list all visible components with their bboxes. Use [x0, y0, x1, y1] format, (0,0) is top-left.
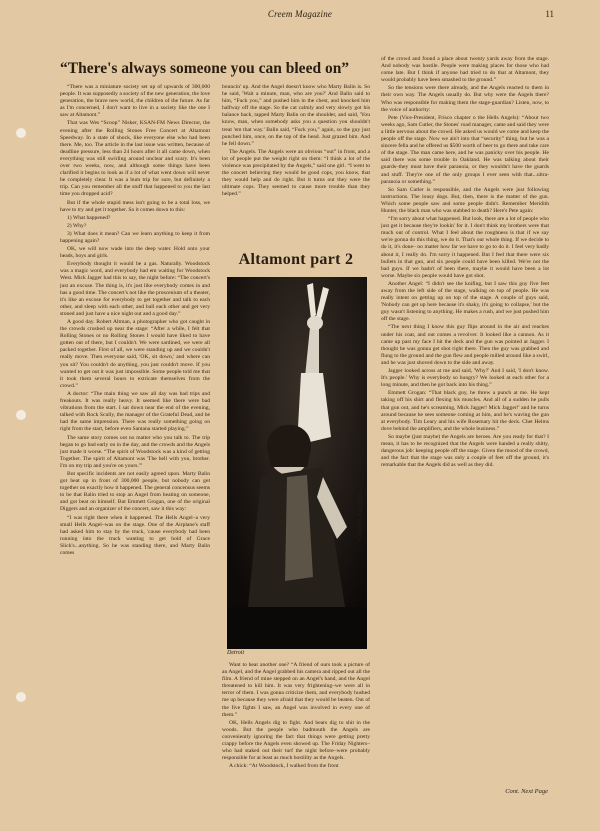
- column-2-top: [222, 84, 370, 252]
- paragraph: So maybe (just maybe) the Angels are heroes. Are you ready for that? I mean, it has to be recognized that the Angels were handed a really shitty, dangerous job: keeping people off the stage. Given the mood of the crowd, and the fact that the stage was only a couple of feet off the ground, it's remarkable that the Angels did as well as they did.: [381, 433, 549, 469]
- paragraph: OK, Hells Angels dig to fight. And bears dig to shit in the woods. But the people who badmouth the Angels are conveniently ignoring the fact that things were getting pretty crappy before the Angels even showed up. The Friday Nighters–who had staked out their turf the night before–were probably responsible for at least as much hostility as the Angels.: [222, 719, 370, 762]
- paragraph: But if the whole stupid mess isn't going to be a total loss, we have to try and get it together. So it comes down to this:: [60, 199, 210, 213]
- page-number: 11: [545, 9, 554, 19]
- list-item: 1) What happened?: [67, 214, 111, 221]
- paragraph: OK, we will now wade into the deep water. Hold onto your heads, boys and girls.: [60, 246, 210, 260]
- paragraph: bouncin' up. And the Angel doesn't know who Marty Balin is. So he said, 'Wait a minute, man, who are you?' And Balin said to him, “Fuck you,” and pushed him in the chest, and knocked him halfway off the stage. So the cat calmly and very slowly got his balance back, tapped Marty Balin on the shoulder, and said, 'You know, man, when somebody asks you a question you shouldn't treat 'em that way.' Balin said, “Fuck you,” again, so the guy just punched him, once, on the top of the head. Just grazed him. And he fell down.”: [222, 84, 370, 147]
- concert-photo: [227, 277, 367, 649]
- article-subhead: Altamont part 2: [238, 251, 354, 268]
- paragraph: of the crowd and found a place about twenty yards away from the stage. And nobody was hostile. People were making places for those who had come late. But I think if anyone had tried to do that at Altamont, they would probably have been smashed to the ground.”: [381, 56, 549, 84]
- photo-credit: Charles Auringer: [356, 491, 364, 540]
- list-item: 3) What does it mean? Can we learn anything to keep it from happening again?: [60, 230, 210, 244]
- paragraph: “I was right there when it happened. The Hells Angel–a very small Hells Angel–was on the stage. One of the Airplane's staff had asked him to stay by the truck, 'cause everybody had been running into the truck wanting to get hold of Grace Slick's...anything. So he was standing there, and Marty Balin comes: [60, 514, 210, 556]
- paragraph: “There was a miniature society set up of upwards of 300,000 people. It was supposedly a society of the new generation, the love generation, the brave new world, the children of the future. As far as I'm concerned, I don't want to live in a society like the one I saw at Altamont.”: [60, 84, 210, 119]
- paragraph: A chick: “At Woodstock, I walked from the front: [229, 763, 339, 770]
- punch-hole: [16, 128, 26, 138]
- paragraph: Emmett Grogan: “That black guy, he threw a punch at me. He kept taking off his shirt and flexing his muscles. And all of a sudden he pulls that gun out, and he's screaming, Mick Jagger! Mick Jagger!' and he turns around because he sees someone coming at him, and he's waving the gun at everybody. Tim Leary and his wife Rosemary hit the deck. Chet Helms dove behind the amplifiers, and the whole business.”: [381, 390, 549, 432]
- performer-illustration: [227, 277, 367, 649]
- paragraph: “I'm sorry about what happened. But look, there are a lot of people who just get it because they're lookin' for it. I don't think my brothers were that much out of control. What I feel about the roughness is that if we say we're gonna do this thing, we do it. That's our whole thing. If we decide to do it, it's done– no matter how far we have to go to do it. I feel very badly about it, I really do. I'm sorry it happened. But I feel that there were six bullets in that gun, and six people could have been killed. We're not the bad guys. If we hadn't of been there, maybe it would have been a lot worse. Maybe six people would have got shot.: [381, 216, 549, 279]
- paragraph: Want to hear another one? “A friend of ours took a picture of an Angel, and the Angel grabbed his camera and ripped out all the film. A friend of mine stepped on an Angel's hand, and the Angel threatened to kill him. It was very frightening–we were all in terror of them. I was gonna criticize them, and everybody hushed me up because they were afraid that they would be beaten. Out of the five fights I saw, an Angel was involved in every one of them.”: [222, 662, 370, 718]
- running-head: Creem Magazine: [267, 9, 333, 19]
- paragraph: The same story comes out no matter who you talk to. The trip began to go bad early on in the day, and the crowds and the Angels just made it worse. “The spirit of Woodstock was a kind of getting Together. The spirit of Altamont was 'The hell with you, brother. I'm on my trip and you're on yours.'”: [60, 434, 210, 469]
- paragraph: Everybody thought it would be a gas. Naturally. Woodstock was a magic word, and everybody had em waiting for Woodstock West. Mick Jagger had this to say, the night before: “The concert's just an excuse. The thing is, it's just like everybody comes in and has a good time. The concert's not like the proscenium of a theater, it's like an excuse for everybody to get together and talk to each other, and sleep with each other, and ball each other and get very stoned and just have a nice night out and a good day.”: [60, 261, 210, 317]
- article-headline: “There's always someone you can bleed on”: [60, 60, 350, 77]
- continued-next-page[interactable]: Cont. Next Page: [505, 788, 548, 795]
- column-2-bottom: [222, 662, 370, 804]
- column-3: [381, 56, 549, 786]
- paragraph: A good day. Robert Altman, a photographer who got caught in the crowds crushed up near the stage: “After a while, I felt that Rolling Stones or no Rolling Stones I would have liked to have gotten out of there, but I couldn't. We were sardined, we were all packed together. First of all, we were standing up and we couldn't really move. Then everyone said, 'OK, sit down,' and where can you sit? You couldn't do anything, you just couldn't move. If you wanted to get out it was just impossible. Some people told me that it took them several hours to extricate themselves from the crowd.”: [60, 319, 210, 389]
- paragraph: Pete (Vice-President, Frisco chapter o the Hells Angels): “About two weeks ago, Sam Cutler, the Stones' road manager, came and said they were a little nervous about the crowd. He asked us would we come and keep the people off the stage. Now we ain't into that “security” thing, but he was a sincere fella and he offered us $500 worth of beer to go there and take care of the stage. The man came here, and he was panicky over his people. He said there was some trouble in Oakland. He was talking about their guards–they must have their paranoia, or they wouldn't have the guards and stuff. They're one of the only groups I ever seen with that...ultra- paranoia or something.”: [381, 114, 549, 185]
- paragraph: So the tensions were there already, and the Angels reacted to them in their own way. The Angels usually do. But why were the Angels there? Who was responsible for making them the stage-guardian? Listen, now, to the voice of authority:: [381, 85, 549, 113]
- photo-caption: Detroit: [227, 650, 245, 656]
- paragraph: Another Angel: “I didn't see the knifing, but I saw this guy five feet away from the left side of the stage, walking on top of people. He was really intent on getting up on top of the stage. A couple of guys said, 'Nobody can get up here because it's shaky, it's going to collapse,' but the guy wasn't listening to anything. He makes a rush, and we just pushed him off the stage.: [381, 280, 549, 323]
- list-item: 2) Why?: [67, 222, 87, 229]
- punch-hole: [16, 410, 26, 420]
- paragraph: The Angels. The Angels were an obvious “out” in front, and a lot of people put the weight right on them: “I think a lot of the violence was precipitated by the Angels,” said one girl. “I went to the concert believing they would be good cops, you know, that they would help and do right. But it turns out they were the ultimate cops. They seemed to cause more trouble than they helped.”: [222, 148, 370, 198]
- column-1: [60, 84, 210, 804]
- paragraph: That was Wes “Scoop” Nisker, KSAN-FM News Director, the evening after the Rolling Stones Free Concert at Altamont Speedway. In a state of shock, like everyone else who had been there. Me, too. The article in the last issue was written, because of deadline pressure, less than 24 hours after it all came down, when everything was still swirling around unclear and scary. It's been over two weeks, now, and although some things have been clarified it begins to look as if a lot of what went down will never be completely clear. It was a bum trip for sure, but definitely a trip. Can you remember all the stuff that happened to you the last time you dropped acid?: [60, 120, 210, 198]
- paragraph: A doctor: “The main thing we saw all day was bad trips and freakouts. It was really heavy. It seemed like there were bad vibrations from the start. I sat down near the end of the evening, talked with Rock Scully, the manager of the Grateful Dead, and he had the same impression. There was really something going on right from the start, before even Santana started playing.”: [60, 390, 210, 433]
- punch-hole: [16, 692, 26, 702]
- paragraph: Jagger looked across at me and said, 'Why?' And I said, 'I don't know. It's people.' Why is everybody so hungry? We looked at each other for a long minute, and then he got back into his thing.”: [381, 368, 549, 389]
- paragraph: So Sam Cutler is responsible, and the Angels were just following instructions. The lousy dogs. But, then, there is the matter of the gun. Which some people saw and some people didn't. Remember Meridith Hunter, the black man who was stabbed to death? Here's Pete again:: [381, 186, 549, 214]
- paragraph: But specific incidents are not easily agreed upon. Marty Balin got beat up in front of 300,000 people, but nobody can get together on exactly how it happened. The general concensus seems to be that Balin tried to stop an Angel from beating on someone, and got beat on himself. But Emmett Grogan, one of the original Diggers and an organizer of the concert, saw it this way:: [60, 470, 210, 513]
- paragraph: “The next thing I know this guy flips around in the air and reaches under his coat, and out comes a revolver. It looked like a cannon. As it came up past my face I hit the deck and the gun was pointed at Jagger. I thought he was gonna get shot right there. Then the guy was grabbed and flung to the ground and the gun flew and people milled around like a swirl, and he was just shoved down to the side and away.: [381, 324, 549, 366]
